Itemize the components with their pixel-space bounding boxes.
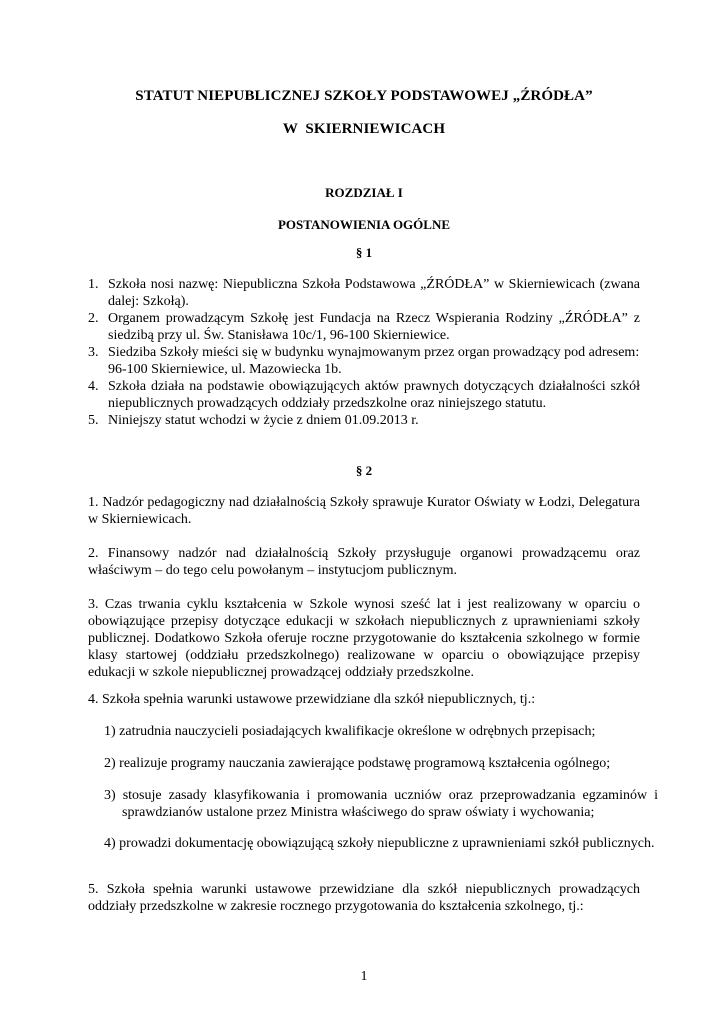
section-2-paragraph-5: 5. Szkoła spełnia warunki ustawowe przewidziane dla szkół niepublicznych prowadzących oddziały przedszkolne w zakresie rocznego przygotowania do kształcenia szkolnego, tj.:	[88, 882, 640, 914]
document-page	[88, 0, 658, 1024]
section-1-list	[88, 276, 640, 429]
chapter-title: POSTANOWIENIA OGÓLNE	[277, 217, 451, 232]
section-2-subitem: 3) stosuje zasady klasyfikowania i promowania uczniów oraz przeprowadzania egzaminów i sprawdzianów ustalone przez Ministra właściwego do spraw oświaty i wychowania;	[104, 788, 658, 820]
section-2-subitem: 2) realizuje programy nauczania zawierające podstawę programową kształcenia ogólnego;	[104, 756, 611, 771]
document-title: STATUT NIEPUBLICZNEJ SZKOŁY PODSTAWOWEJ „ŹRÓDŁA”	[135, 88, 593, 104]
list-item-number: 5.	[88, 413, 99, 428]
document-subtitle: W SKIERNIEWICACH	[282, 121, 446, 137]
list-item-number: 4.	[88, 379, 99, 394]
section-2-paragraph-4: 4. Szkoła spełnia warunki ustawowe przewidziane dla szkół niepublicznych, tj.:	[88, 692, 536, 707]
list-item	[88, 310, 640, 344]
section-1-heading: § 1	[355, 245, 373, 260]
list-item-address: 96-100 Skierniewice, ul. Mazowiecka 1b.	[108, 362, 342, 377]
list-item-text: Szkoła nosi nazwę: Niepubliczna Szkoła Podstawowa „ŹRÓDŁA” w Skierniewicach (zwana dalej: Szkołą).	[108, 277, 640, 309]
list-item	[88, 276, 640, 310]
list-item	[88, 344, 640, 378]
page-number: 1	[360, 969, 368, 984]
section-2-paragraph-2: 2. Finansowy nadzór nad działalnością Szkoły przysługuje organowi prowadzącemu oraz właściwym – do tego celu powołanym – instytucjom publicznym.	[88, 546, 640, 578]
section-2-paragraph-1: 1. Nadzór pedagogiczny nad działalnością Szkoły sprawuje Kurator Oświaty w Łodzi, Delegatura w Skierniewicach.	[88, 495, 640, 527]
list-item	[88, 412, 640, 429]
section-2-heading: § 2	[355, 463, 373, 478]
list-item-text: Organem prowadzącym Szkołę jest Fundacja na Rzecz Wspierania Rodziny „ŹRÓDŁA” z siedzibą przy ul. Św. Stanisława 10c/1, 96-100 Skierniewice.	[108, 311, 640, 343]
list-item-number: 1.	[88, 277, 99, 292]
section-2-paragraph-3: 3. Czas trwania cyklu kształcenia w Szkole wynosi sześć lat i jest realizowany w oparciu o obowiązujące przepisy dotyczące edukacji w szkołach niepublicznych z uprawnieniami szkoły publicznej. Dodatkowo Szkoła oferuje roczne przygotowanie do kształcenia szkolnego w formie klasy startowej (oddziału przedszkolnego) realizowane w oparciu o obowiązujące przepisy edukacji w szkole niepublicznej prowadzącej oddziały przedszkolne.	[88, 597, 640, 680]
list-item-text: Siedziba Szkoły mieści się w budynku wynajmowanym przez organ prowadzący pod adresem:	[108, 345, 640, 360]
chapter-heading: ROZDZIAŁ I	[325, 185, 403, 200]
section-2-subitem: 1) zatrudnia nauczycieli posiadających kwalifikacje określone w odrębnych przepisach;	[104, 724, 596, 739]
list-item-text: Szkoła działa na podstawie obowiązujących aktów prawnych dotyczących działalności szkół niepublicznych prowadzących oddziały przedszkolne oraz niniejszego statutu.	[108, 379, 640, 411]
section-2-subitem: 4) prowadzi dokumentację obowiązującą szkoły niepubliczne z uprawnieniami szkół publicznych.	[104, 836, 655, 851]
list-item	[88, 378, 640, 412]
list-item-number: 3.	[88, 345, 99, 360]
list-item-text: Niniejszy statut wchodzi w życie z dniem 01.09.2013 r.	[108, 413, 419, 428]
list-item-number: 2.	[88, 311, 99, 326]
